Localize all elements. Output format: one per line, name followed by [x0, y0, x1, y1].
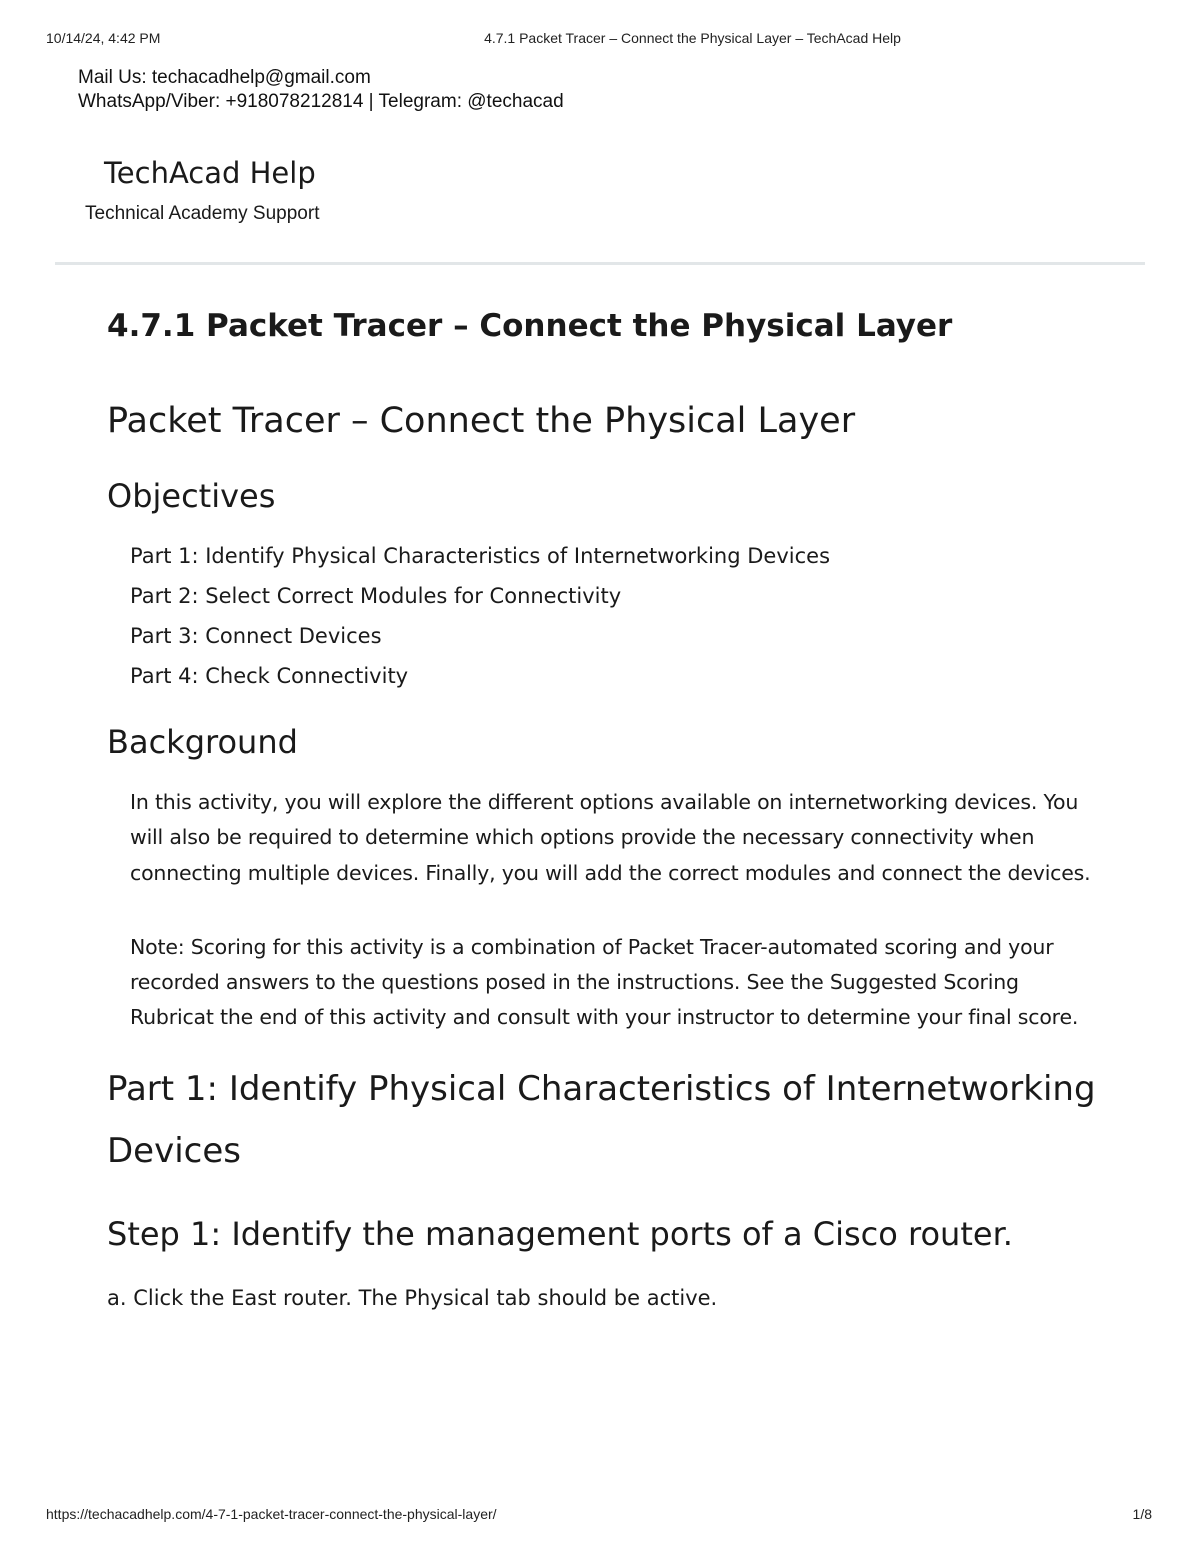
note-paragraph: Note: Scoring for this activity is a combination of Packet Tracer-automated scoring and your recorded answers to the questions posed in the instructions. See the Suggested Scoring Rubricat the end of this activity and consult with your instructor to determine your final score.	[130, 934, 1079, 1030]
objective-item: Part 3: Connect Devices	[130, 624, 382, 648]
print-url: https://techacadhelp.com/4-7-1-packet-tracer-connect-the-physical-layer/	[46, 1506, 497, 1522]
header-divider	[55, 262, 1145, 265]
article-subtitle: Packet Tracer – Connect the Physical Layer	[107, 401, 856, 441]
print-page-number: 1/8	[1132, 1506, 1152, 1522]
article-title: 4.7.1 Packet Tracer – Connect the Physical Layer	[107, 308, 953, 344]
article-content	[107, 300, 1107, 1314]
background-paragraph: In this activity, you will explore the different options available on internetworking devices. You will also be required to determine which options provide the necessary connectivity when connecting multiple devices. Finally, you will add the correct modules and connect the devices.	[130, 790, 1091, 885]
contact-info	[78, 66, 564, 114]
site-title-link[interactable]: TechAcad Help	[104, 156, 316, 190]
contact-mail[interactable]: Mail Us: techacadhelp@gmail.com	[78, 67, 371, 88]
contact-phone: WhatsApp/Viber: +918078212814 | Telegram: @techacad	[78, 91, 564, 112]
background-heading: Background	[107, 723, 298, 761]
site-tagline: Technical Academy Support	[85, 203, 320, 224]
objectives-heading: Objectives	[107, 477, 276, 515]
print-datetime: 10/14/24, 4:42 PM	[46, 30, 161, 46]
step1-instruction-a: a. Click the East router. The Physical tab should be active.	[107, 1285, 718, 1310]
objectives-list	[130, 536, 1107, 696]
objective-item: Part 4: Check Connectivity	[130, 664, 409, 688]
print-page-title: 4.7.1 Packet Tracer – Connect the Physical Layer – TechAcad Help	[484, 30, 901, 46]
objective-item: Part 1: Identify Physical Characteristics of Internetworking Devices	[130, 544, 831, 568]
part1-heading: Part 1: Identify Physical Characteristics of Internetworking Devices	[107, 1068, 1096, 1171]
step1-heading: Step 1: Identify the management ports of a Cisco router.	[107, 1214, 1013, 1253]
objective-item: Part 2: Select Correct Modules for Connectivity	[130, 584, 622, 608]
